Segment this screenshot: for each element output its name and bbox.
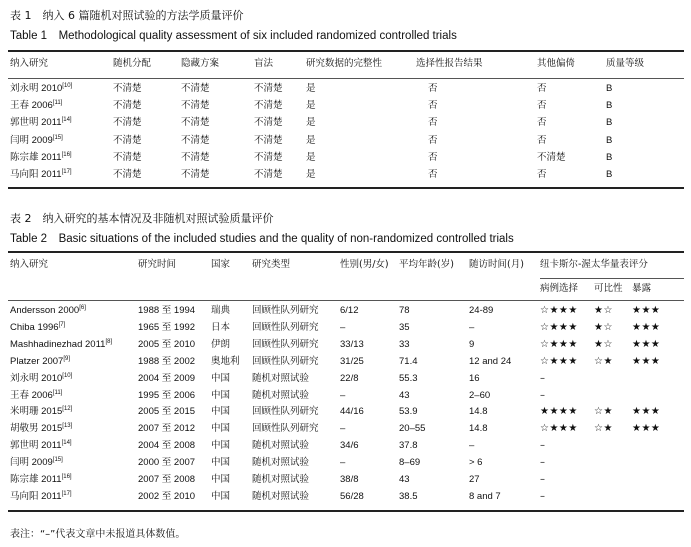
table2-cell-sex: 22/8 <box>340 372 359 384</box>
table1-cell: 是 <box>306 117 316 129</box>
table2-study-cell <box>10 473 72 487</box>
table1-title-zh: 表 1 纳入 6 篇随机对照试验的方法学质量评价 <box>10 9 244 22</box>
table1-cell: 是 <box>306 151 316 163</box>
table1-cell: 否 <box>428 151 438 163</box>
reference-marker: [16] <box>61 151 72 158</box>
table2-cell-time: 2000 至 2007 <box>138 457 196 469</box>
table1-cell: 不清楚 <box>254 100 283 112</box>
study-name: 郭世明 2011 <box>10 440 62 452</box>
table2-cell-exposure: ★★★ <box>632 406 661 418</box>
table2-cell-sex: 34/6 <box>340 440 359 452</box>
study-name: 王春 2006 <box>10 389 53 401</box>
table1-cell: 是 <box>306 83 316 94</box>
table1-study-cell <box>10 151 72 165</box>
table2-cell-type: 回顾性队列研究 <box>252 423 319 435</box>
table2-cell-time: 2005 至 2015 <box>138 406 196 418</box>
table1-cell: B <box>606 117 613 129</box>
table2-cell-comparability: ☆★ <box>594 423 613 435</box>
table2-cell-country: 中国 <box>211 406 231 418</box>
table2-cell-selection: ☆★★★ <box>540 423 578 435</box>
table1-study-cell <box>10 134 63 148</box>
table2-cell-comparability: ☆★ <box>594 355 613 367</box>
table2-study-cell <box>10 389 62 403</box>
table1-cell: 不清楚 <box>181 83 210 94</box>
study-name: 闫明 2009 <box>10 457 53 469</box>
table1-cell: 否 <box>428 83 438 94</box>
table1-header-cell: 隐藏方案 <box>181 58 220 69</box>
table2-cell-age: 53.9 <box>399 406 418 418</box>
table2-cell-country: 中国 <box>211 423 231 435</box>
study-name: 米明珊 2015 <box>10 406 63 418</box>
table1-bottom-rule <box>8 187 684 189</box>
table2-cell-age: 78 <box>399 305 410 316</box>
study-name: Mashhadinezhad 2011 <box>10 338 106 350</box>
table2-cell-type: 随机对照试验 <box>252 440 310 452</box>
table1-header-cell: 其他偏倚 <box>537 58 576 69</box>
table2-study-cell <box>10 321 65 335</box>
table2-cell-sex: – <box>340 389 346 401</box>
table1-cell: 是 <box>306 134 316 146</box>
table2-cell-selection: – <box>540 389 546 401</box>
table2-cell-country: 中国 <box>211 372 231 384</box>
table2-cell-selection: ☆★★★ <box>540 338 578 350</box>
table2-cell-follow: 9 <box>469 338 475 350</box>
table2-cell-time: 1995 至 2006 <box>138 389 196 401</box>
table2-cell-comparability: ★☆ <box>594 305 613 316</box>
table1-cell: 不清楚 <box>181 100 210 112</box>
table2-cell-sex: 56/28 <box>340 490 364 502</box>
reference-marker: [16] <box>61 473 72 480</box>
table2-cell-follow: 16 <box>469 372 480 384</box>
table1-study-cell <box>10 116 72 130</box>
table2-cell-follow: 27 <box>469 474 480 485</box>
table2-cell-sex: 6/12 <box>340 305 359 316</box>
table2-cell-sex: – <box>340 457 346 469</box>
table2-cell-age: 37.8 <box>399 440 418 452</box>
table2-cell-selection: ☆★★★ <box>540 321 578 333</box>
table1-cell: 否 <box>428 117 438 129</box>
table1-cell: 不清楚 <box>181 134 210 146</box>
table2-cell-time: 1988 至 1994 <box>138 305 196 316</box>
table1-header-rule <box>8 78 684 79</box>
table1-header-cell: 选择性报告结果 <box>416 58 483 69</box>
table2-cell-selection: – <box>540 372 546 384</box>
reference-marker: [15] <box>52 134 63 141</box>
study-name: 陈宗雄 2011 <box>10 474 62 485</box>
table2-cell-type: 回顾性队列研究 <box>252 338 319 350</box>
table2-title-en: Table 2 Basic situations of the included studies and the quality of non-randomized controlled trials <box>10 233 514 245</box>
study-name: 胡敬男 2015 <box>10 423 63 435</box>
table2-cell-sex: – <box>340 423 346 435</box>
table1-cell: B <box>606 134 613 146</box>
reference-marker: [13] <box>62 423 73 430</box>
table1-cell: B <box>606 151 613 163</box>
reference-marker: [17] <box>61 490 72 497</box>
table2-cell-type: 随机对照试验 <box>252 457 310 469</box>
table2-cell-country: 伊朗 <box>211 338 231 350</box>
table2-cell-selection: – <box>540 490 546 502</box>
table2-header-cell: 研究时间 <box>138 259 177 270</box>
table2-cell-country: 中国 <box>211 474 231 485</box>
table2-study-cell <box>10 456 63 470</box>
table2-cell-comparability: ★☆ <box>594 321 613 333</box>
study-name: 马向阳 2011 <box>10 490 62 502</box>
reference-marker: [15] <box>52 456 63 463</box>
table2-cell-follow: 2–60 <box>469 389 491 401</box>
table2-title-zh: 表 2 纳入研究的基本情况及非随机对照试验质量评价 <box>10 212 274 225</box>
study-name: Chiba 1996 <box>10 321 59 333</box>
table2-study-cell <box>10 304 86 318</box>
table2-bottom-rule <box>8 510 684 512</box>
table2-cell-type: 随机对照试验 <box>252 372 310 384</box>
table2-cell-exposure: ★★★ <box>632 355 661 367</box>
table2-cell-age: 33 <box>399 338 410 350</box>
table1-title-en: Table 1 Methodological quality assessment of six included randomized controlled trials <box>10 30 457 42</box>
table2-cell-time: 2004 至 2009 <box>138 372 196 384</box>
table2-cell-country: 奥地利 <box>211 355 240 367</box>
table2-cell-sex: 38/8 <box>340 474 359 485</box>
table1-cell: 不清楚 <box>113 83 142 94</box>
table1-cell: 不清楚 <box>181 117 210 129</box>
study-name: 刘永明 2010 <box>10 372 63 384</box>
table2-header-cell: 研究类型 <box>252 259 291 270</box>
table2-cell-sex: 44/16 <box>340 406 364 418</box>
table1-header-cell: 研究数据的完整性 <box>306 58 383 69</box>
table1-top-rule <box>8 50 684 52</box>
table2-top-rule <box>8 251 684 253</box>
reference-marker: [7] <box>58 321 66 328</box>
table2-header-rule <box>8 300 684 301</box>
table2-cell-selection: – <box>540 440 546 452</box>
table1-cell: 否 <box>537 83 547 94</box>
table1-cell: B <box>606 169 613 180</box>
table2-cell-exposure: ★★★ <box>632 321 661 333</box>
study-name: 郭世明 2011 <box>10 117 62 129</box>
table2-subheader-cell: 暴露 <box>632 283 652 294</box>
table2-cell-selection: – <box>540 457 546 469</box>
table1-cell: 不清楚 <box>254 117 283 129</box>
table1-cell: 否 <box>428 134 438 146</box>
table1-cell: 不清楚 <box>181 151 210 163</box>
table2-study-cell <box>10 355 70 369</box>
table1-cell: 是 <box>306 169 316 180</box>
table2-cell-sex: 31/25 <box>340 355 364 367</box>
study-name: 王春 2006 <box>10 100 53 112</box>
table2-cell-age: 20–55 <box>399 423 426 435</box>
table2-cell-selection: ★★★★ <box>540 406 578 418</box>
table1-cell: 不清楚 <box>254 134 283 146</box>
table2-cell-age: 71.4 <box>399 355 418 367</box>
table1-cell: 否 <box>537 117 547 129</box>
table2-header-cell: 随访时间(月) <box>469 259 524 270</box>
table1-cell: 否 <box>428 100 438 112</box>
table2-study-cell <box>10 372 72 386</box>
table2-cell-time: 1965 至 1992 <box>138 321 196 333</box>
table2-cell-time: 2007 至 2008 <box>138 474 196 485</box>
table1-header-cell: 纳入研究 <box>10 58 49 69</box>
table2-cell-type: 随机对照试验 <box>252 474 310 485</box>
table1-header-cell: 盲法 <box>254 58 274 69</box>
table1-cell: 否 <box>428 169 438 180</box>
table2-cell-follow: 8 and 7 <box>469 490 501 502</box>
reference-marker: [12] <box>62 406 73 413</box>
table2-cell-type: 回顾性队列研究 <box>252 355 319 367</box>
table2-cell-country: 瑞典 <box>211 305 231 316</box>
table2-cell-age: 43 <box>399 389 410 401</box>
table2-cell-type: 回顾性队列研究 <box>252 321 319 333</box>
reference-marker: [14] <box>61 117 72 124</box>
table2-cell-exposure: ★★★ <box>632 423 661 435</box>
study-name: 陈宗雄 2011 <box>10 151 62 163</box>
table2-cell-follow: 12 and 24 <box>469 355 512 367</box>
reference-marker: [17] <box>61 168 72 175</box>
table1-cell: 是 <box>306 100 316 112</box>
study-name: Platzer 2007 <box>10 355 64 367</box>
table2-cell-sex: – <box>340 321 346 333</box>
table2-cell-time: 2002 至 2010 <box>138 490 196 502</box>
table1-cell: 不清楚 <box>254 169 283 180</box>
table2-subheader-cell: 可比性 <box>594 283 623 294</box>
reference-marker: [6] <box>79 304 86 311</box>
table1-study-cell <box>10 99 62 113</box>
table2-cell-selection: ☆★★★ <box>540 355 578 367</box>
table1-cell: B <box>606 83 613 94</box>
reference-marker: [10] <box>62 82 73 89</box>
table1-cell: 不清楚 <box>113 117 142 129</box>
table2-cell-time: 2005 至 2010 <box>138 338 196 350</box>
table1-cell: 不清楚 <box>113 134 142 146</box>
table1-study-cell <box>10 82 72 96</box>
table2-cell-country: 日本 <box>211 321 231 333</box>
table2-header-cell: 纽卡斯尔-渥太华量表评分 <box>540 259 648 270</box>
study-name: Andersson 2000 <box>10 305 80 316</box>
table1-cell: 否 <box>537 134 547 146</box>
table1-cell: 否 <box>537 100 547 112</box>
table2-cell-time: 1988 至 2002 <box>138 355 196 367</box>
table2-cell-selection: ☆★★★ <box>540 305 578 316</box>
table2-cell-time: 2007 至 2012 <box>138 423 196 435</box>
table2-cell-follow: > 6 <box>469 457 483 469</box>
reference-marker: [11] <box>52 100 63 107</box>
table2-cell-country: 中国 <box>211 389 231 401</box>
table1-cell: 不清楚 <box>113 169 142 180</box>
table2-subheader-cell: 病例选择 <box>540 283 579 294</box>
table1-cell: B <box>606 100 613 112</box>
table2-cell-age: 55.3 <box>399 372 418 384</box>
table2-header-cell: 纳入研究 <box>10 259 49 270</box>
table-footnote: 表注：“–”代表文章中未报道具体数值。 <box>10 529 186 540</box>
table2-cell-age: 35 <box>399 321 410 333</box>
table2-header-cell: 平均年龄(岁) <box>399 259 454 270</box>
table2-nos-span-rule <box>540 278 684 279</box>
table2-cell-follow: 14.8 <box>469 423 488 435</box>
reference-marker: [9] <box>63 355 71 362</box>
table2-cell-exposure: ★★★ <box>632 305 661 316</box>
table2-cell-age: 38.5 <box>399 490 418 502</box>
table2-cell-follow: 24-89 <box>469 305 494 316</box>
table2-study-cell <box>10 490 72 504</box>
table2-cell-comparability: ☆★ <box>594 406 613 418</box>
reference-marker: [8] <box>105 338 113 345</box>
study-name: 刘永明 2010 <box>10 83 63 94</box>
table2-cell-country: 中国 <box>211 457 231 469</box>
table2-cell-country: 中国 <box>211 490 231 502</box>
table1-cell: 不清楚 <box>537 151 566 163</box>
table2-study-cell <box>10 338 112 352</box>
table2-cell-comparability: ★☆ <box>594 338 613 350</box>
table2-cell-age: 43 <box>399 474 410 485</box>
table2-study-cell <box>10 439 72 453</box>
table1-cell: 否 <box>537 169 547 180</box>
table2-cell-exposure: ★★★ <box>632 338 661 350</box>
table2-study-cell <box>10 422 72 436</box>
table1-cell: 不清楚 <box>254 151 283 163</box>
table2-cell-type: 随机对照试验 <box>252 389 310 401</box>
table1-cell: 不清楚 <box>113 151 142 163</box>
table2-cell-age: 8–69 <box>399 457 421 469</box>
table1-cell: 不清楚 <box>254 83 283 94</box>
reference-marker: [14] <box>61 440 72 447</box>
table2-cell-type: 回顾性队列研究 <box>252 406 319 418</box>
table2-cell-type: 随机对照试验 <box>252 490 310 502</box>
table1-header-cell: 随机分配 <box>113 58 152 69</box>
table2-cell-sex: 33/13 <box>340 338 364 350</box>
table1-cell: 不清楚 <box>113 100 142 112</box>
table1-study-cell <box>10 168 72 182</box>
study-name: 马向阳 2011 <box>10 169 62 180</box>
table2-cell-follow: – <box>469 321 475 333</box>
reference-marker: [10] <box>62 372 73 379</box>
study-name: 闫明 2009 <box>10 134 53 146</box>
table2-header-cell: 性别(男/女) <box>340 259 389 270</box>
table1-header-cell: 质量等级 <box>606 58 645 69</box>
table2-cell-follow: 14.8 <box>469 406 488 418</box>
table2-cell-selection: – <box>540 474 546 485</box>
table2-study-cell <box>10 405 72 419</box>
table2-cell-country: 中国 <box>211 440 231 452</box>
table2-cell-follow: – <box>469 440 475 452</box>
reference-marker: [11] <box>52 389 63 396</box>
table2-cell-type: 回顾性队列研究 <box>252 305 319 316</box>
table2-cell-time: 2004 至 2008 <box>138 440 196 452</box>
table2-header-cell: 国家 <box>211 259 231 270</box>
table1-cell: 不清楚 <box>181 169 210 180</box>
